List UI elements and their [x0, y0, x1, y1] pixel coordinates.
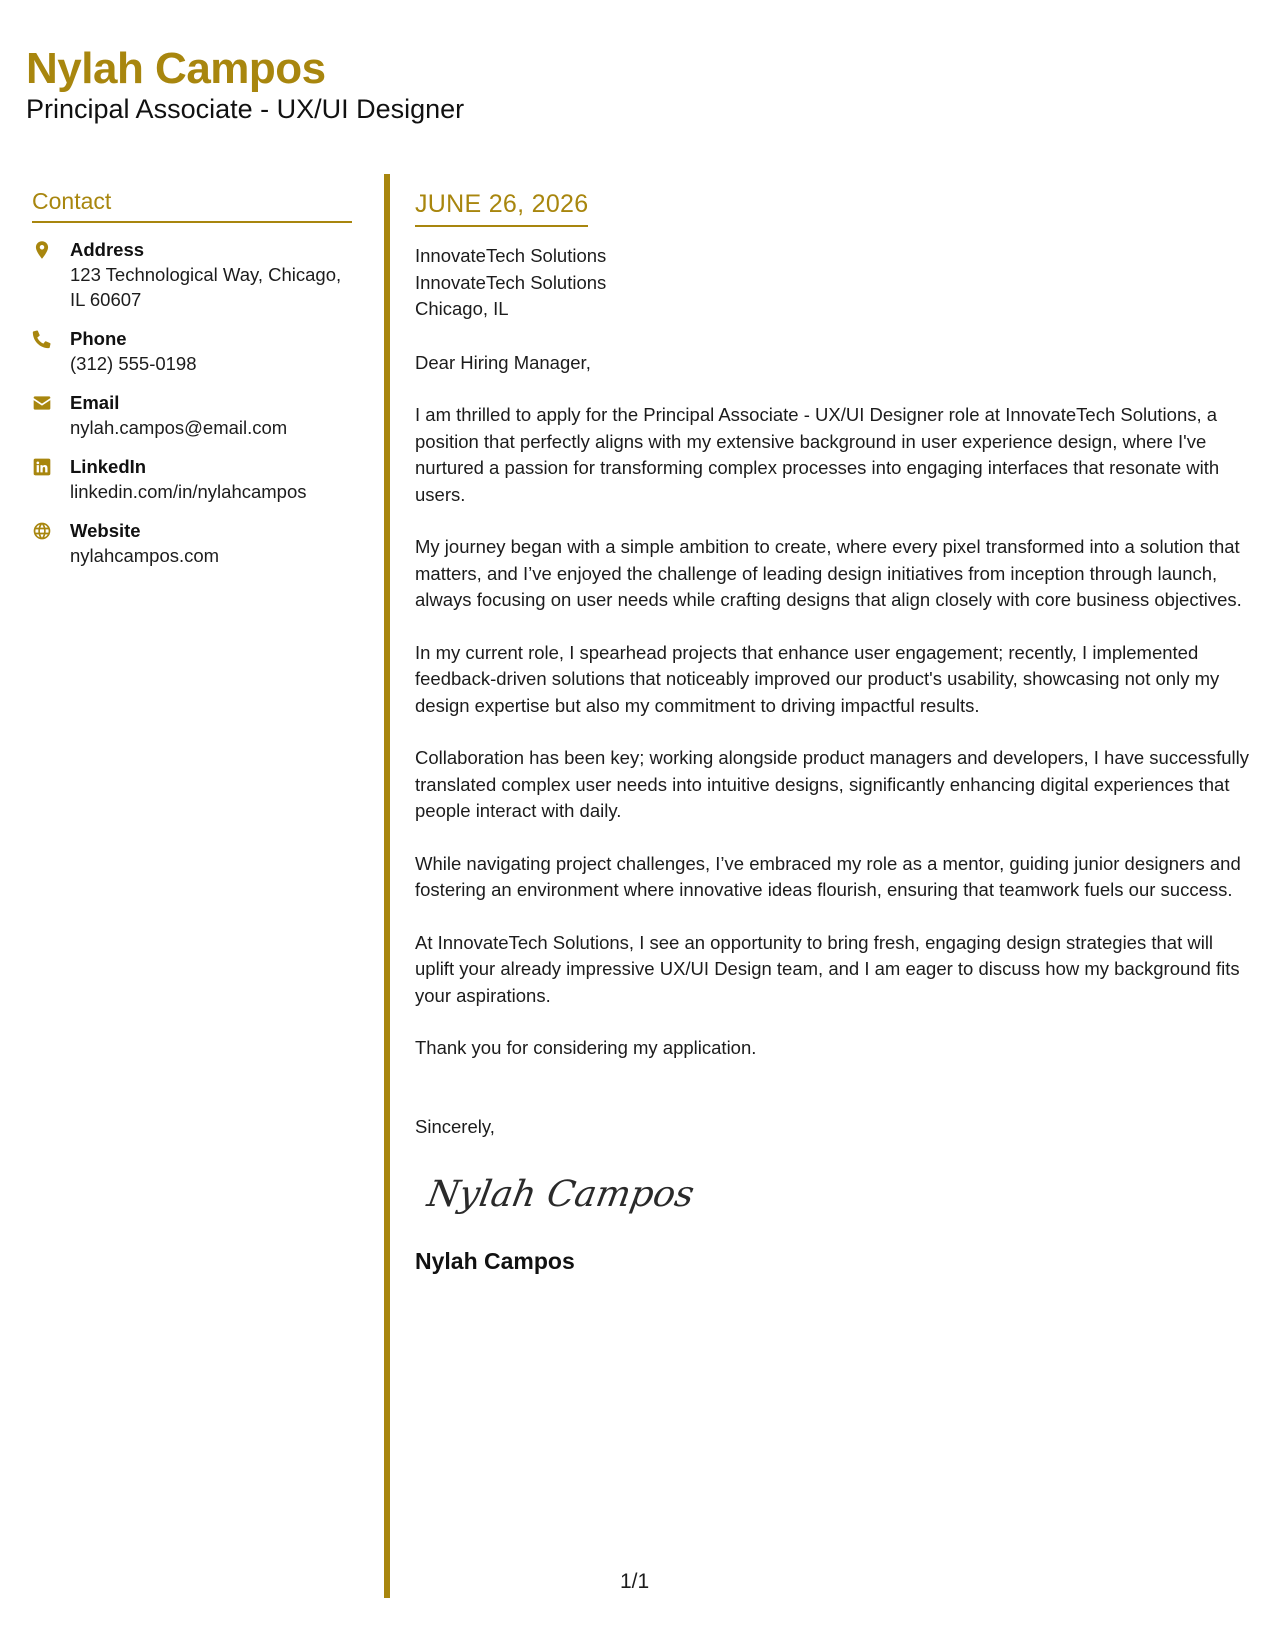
recipient-line: InnovateTech Solutions — [415, 271, 607, 293]
recipient-line: Chicago, IL — [415, 298, 509, 319]
contact-address — [32, 237, 352, 312]
body-paragraph: Thank you for considering my application. — [415, 1037, 757, 1058]
contact-email — [32, 390, 352, 440]
contact-label: Website — [70, 520, 141, 541]
contact-website — [32, 518, 352, 568]
vertical-divider — [384, 174, 390, 1598]
applicant-name: Nylah Campos — [26, 44, 326, 93]
contact-heading: Contact — [32, 188, 352, 223]
contact-value: (312) 555-0198 — [70, 353, 197, 374]
applicant-title: Principal Associate - UX/UI Designer — [26, 93, 465, 124]
signer-name: Nylah Campos — [415, 1248, 575, 1274]
contact-phone — [32, 326, 352, 376]
resume-header — [26, 44, 464, 124]
contact-value: nylah.campos@email.com — [70, 417, 288, 438]
signature-image — [424, 1166, 698, 1222]
body-paragraph: While navigating project challenges, I’ve embraced my role as a mentor, guiding junior designers and fostering an environment where innovative ideas flourish, ensuring that teamwork fuels our success. — [415, 852, 1241, 900]
recipient-block — [415, 243, 1255, 323]
globe-icon — [32, 518, 70, 568]
body-paragraph: At InnovateTech Solutions, I see an opportunity to bring fresh, engaging design strategies that will uplift your already impressive UX/UI Design team, and I am eager to discuss how my background fits your aspirations. — [415, 931, 1240, 1006]
contact-sidebar — [32, 188, 352, 568]
envelope-icon — [32, 390, 70, 440]
contact-linkedin — [32, 454, 352, 504]
body-paragraph: In my current role, I spearhead projects that enhance user engagement; recently, I implemented feedback-driven solutions that noticeably improved our product's usability, showcasing not only my design expertise but also my commitment to driving impactful results. — [415, 641, 1220, 716]
closing: Sincerely, — [415, 1115, 495, 1137]
salutation: Dear Hiring Manager, — [415, 351, 591, 373]
contact-value: nylahcampos.com — [70, 545, 220, 566]
body-paragraph: I am thrilled to apply for the Principal Associate - UX/UI Designer role at InnovateTech Solutions, a position that perfectly aligns with my extensive background in user experience design, where I've nurtured a passion for transforming complex processes into engaging interfaces that resonate with users. — [415, 404, 1220, 505]
contact-label: LinkedIn — [70, 456, 147, 477]
phone-icon — [32, 326, 70, 376]
body-paragraph: My journey began with a simple ambition to create, where every pixel transformed into a solution that matters, and I’ve enjoyed the challenge of leading design initiatives from inception through launch, always focusing on user needs while crafting designs that align closely with core business objectives. — [415, 536, 1242, 610]
contact-value: linkedin.com/in/nylahcampos — [70, 481, 307, 502]
contact-label: Address — [70, 239, 145, 260]
body-paragraph: Collaboration has been key; working alongside product managers and developers, I have successfully translated complex user needs into intuitive designs, significantly enhancing digital experiences that people interact with daily. — [415, 747, 1250, 821]
contact-label: Phone — [70, 328, 127, 349]
signature — [424, 1166, 1255, 1226]
letter-date: JUNE 26, 2026 — [415, 190, 588, 227]
letter-body — [415, 190, 1255, 1275]
contact-value: 123 Technological Way, Chicago, IL 60607 — [70, 264, 342, 310]
linkedin-icon — [32, 454, 70, 504]
contact-label: Email — [70, 392, 120, 413]
recipient-line: InnovateTech Solutions — [415, 245, 607, 266]
page-number: 1/1 — [620, 1570, 650, 1593]
map-pin-icon — [32, 237, 70, 312]
svg-text:Nylah Campos: Nylah Campos — [424, 1172, 698, 1215]
